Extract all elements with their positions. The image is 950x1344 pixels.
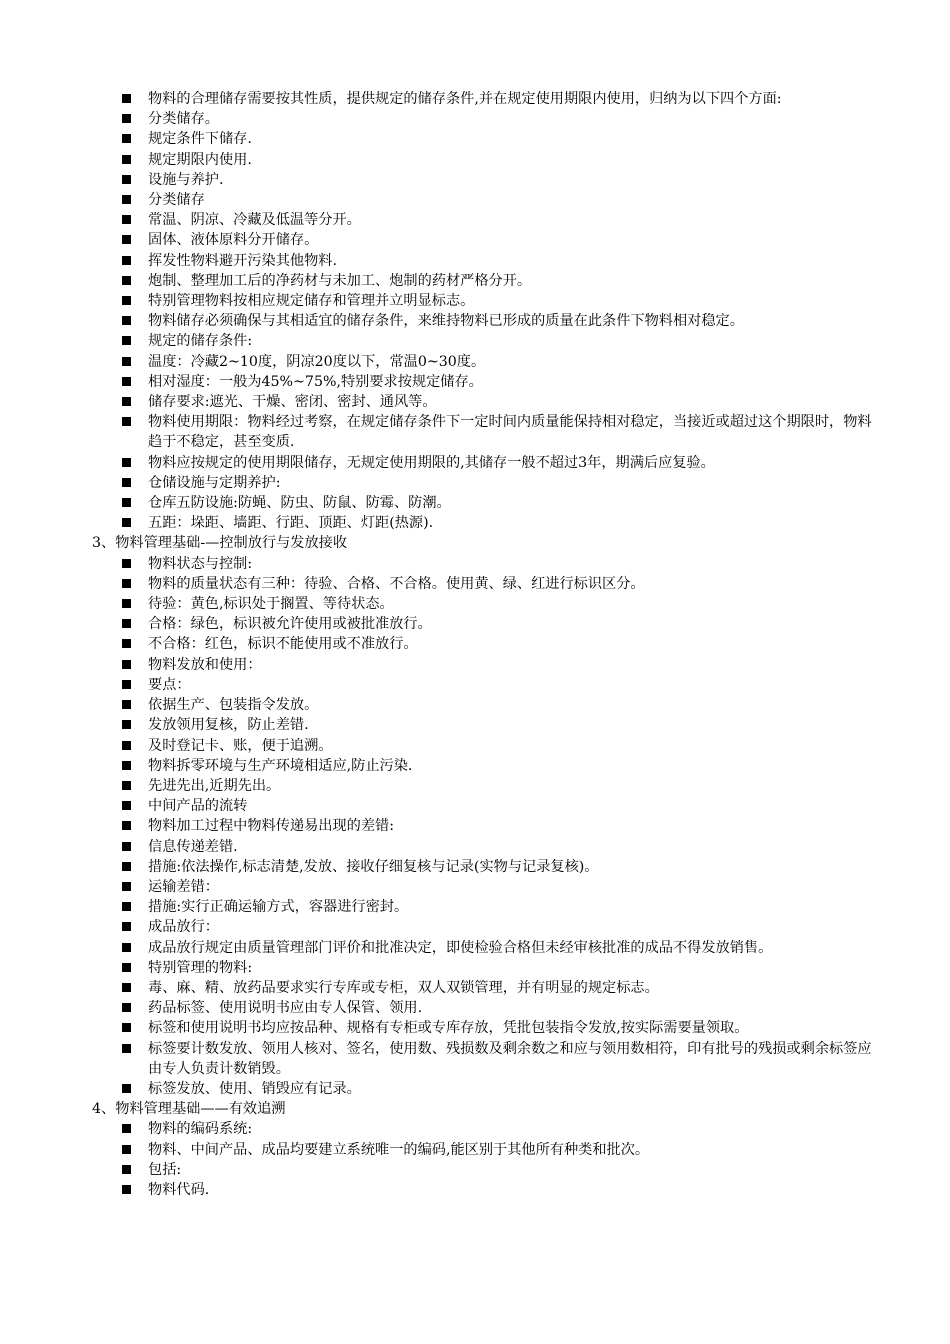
square-bullet-icon [122,821,131,830]
square-bullet-icon [122,175,131,184]
item-text: 要点： [148,676,191,693]
square-bullet-icon [122,943,131,952]
square-bullet-icon [122,94,131,103]
item-text: 五距：垛距、墙距、行距、顶距、灯距(热源). [148,515,434,532]
square-bullet-icon [122,1124,131,1133]
bullet-item [92,271,872,291]
item-text: 包括: [148,1161,182,1178]
bullet-item [92,1018,872,1038]
bullet-item [92,816,872,836]
bullet-item [92,392,872,412]
bullet-item [92,756,872,776]
bullet-item [92,291,872,311]
item-text: 分类储存。 [148,111,219,128]
square-bullet-icon [122,781,131,790]
bullet-item [92,372,872,392]
bullet-item [92,695,872,715]
square-bullet-icon [122,256,131,265]
item-text: 依据生产、包装指令发放。 [148,697,319,714]
bullet-item [92,513,872,533]
bullet-item [92,837,872,857]
square-bullet-icon [122,902,131,911]
item-text: 先进先出,近期先出。 [148,777,281,794]
item-text: 标签要计数发放、领用人核对、签名，使用数、残损数及剩余数之和应与领用数相符，印有批号的残损或剩余标签应由专人负责计数销毁。 [148,1040,872,1077]
item-text: 4、物料管理基础——有效追溯 [92,1101,286,1118]
item-text: 炮制、整理加工后的净药材与未加工、炮制的药材严格分开。 [148,272,532,289]
square-bullet-icon [122,215,131,224]
item-text: 物料储存必须确保与其相适宜的储存条件，来维持物料已形成的质量在此条件下物料相对稳定。 [148,313,744,330]
item-text: 标签发放、使用、销毁应有记录。 [148,1080,361,1097]
square-bullet-icon [122,1003,131,1012]
item-text: 物料使用期限：物料经过考察，在规定储存条件下一定时间内质量能保持相对稳定，当接近或超过这个期限时，物料趋于不稳定，甚至变质. [148,414,872,451]
bullet-item [92,917,872,937]
bullet-item [92,675,872,695]
item-text: 常温、阴凉、冷藏及低温等分开。 [148,212,361,229]
bullet-item [92,594,872,614]
item-text: 仓库五防设施:防蝇、防虫、防鼠、防霉、防潮。 [148,495,451,512]
item-text: 信息传递差错. [148,838,238,855]
square-bullet-icon [122,700,131,709]
square-bullet-icon [122,639,131,648]
square-bullet-icon [122,680,131,689]
item-text: 成品放行规定由质量管理部门评价和批准决定，即使检验合格但未经审核批准的成品不得发放销售。 [148,939,773,956]
bullet-item [92,331,872,351]
item-text: 规定期限内使用. [148,151,252,168]
item-text: 挥发性物料避开污染其他物料. [148,252,337,269]
item-text: 及时登记卡、账，便于追溯。 [148,737,333,754]
item-text: 物料的合理储存需要按其性质，提供规定的储存条件,并在规定使用期限内使用，归纳为以下四个方面: [148,91,782,107]
square-bullet-icon [122,357,131,366]
square-bullet-icon [122,296,131,305]
item-text: 规定条件下储存. [148,131,252,148]
square-bullet-icon [122,478,131,487]
square-bullet-icon [122,518,131,527]
square-bullet-icon [122,1044,131,1053]
bullet-item [92,857,872,877]
bullet-item [92,1180,872,1200]
bullet-item [92,453,872,473]
square-bullet-icon [122,1145,131,1154]
bullet-item [92,352,872,372]
item-text: 中间产品的流转 [148,798,248,815]
bullet-item [92,554,872,574]
square-bullet-icon [122,801,131,810]
bullet-item [92,473,872,493]
square-bullet-icon [122,1165,131,1174]
square-bullet-icon [122,1084,131,1093]
bullet-item [92,736,872,756]
item-text: 措施:实行正确运输方式，容器进行密封。 [148,899,409,916]
bullet-item [92,877,872,897]
square-bullet-icon [122,316,131,325]
section-heading [92,1099,872,1119]
square-bullet-icon [122,377,131,386]
item-text: 特别管理物料按相应规定储存和管理并立明显标志。 [148,293,475,310]
square-bullet-icon [122,134,131,143]
square-bullet-icon [122,761,131,770]
bullet-item [92,776,872,796]
bullet-item [92,210,872,230]
item-text: 物料代码. [148,1181,210,1198]
bullet-item [92,938,872,958]
item-text: 物料、中间产品、成品均要建立系统唯一的编码,能区别于其他所有种类和批次。 [148,1141,650,1158]
item-text: 毒、麻、精、放药品要求实行专库或专柜，双人双锁管理，并有明显的规定标志。 [148,979,659,996]
bullet-item [92,251,872,271]
square-bullet-icon [122,276,131,285]
bullet-item [92,190,872,210]
square-bullet-icon [122,195,131,204]
item-text: 物料拆零环境与生产环境相适应,防止污染. [148,757,413,774]
square-bullet-icon [122,599,131,608]
square-bullet-icon [122,741,131,750]
bullet-item [92,978,872,998]
item-text: 分类储存 [148,192,205,209]
square-bullet-icon [122,963,131,972]
square-bullet-icon [122,235,131,244]
bullet-item [92,1119,872,1139]
square-bullet-icon [122,882,131,891]
bullet-item [92,998,872,1018]
bullet-item [92,614,872,634]
item-text: 发放领用复核，防止差错. [148,717,309,734]
square-bullet-icon [122,397,131,406]
bullet-item [92,897,872,917]
item-text: 措施:依法操作,标志清楚,发放、接收仔细复核与记录(实物与记录复核)。 [148,858,599,875]
item-text: 物料应按规定的使用期限储存，无规定使用期限的,其储存一般不超过3年，期满后应复验。 [148,454,715,471]
item-text: 不合格：红色，标识不能使用或不准放行。 [148,636,418,653]
item-text: 规定的储存条件: [148,333,253,350]
square-bullet-icon [122,660,131,669]
bullet-item [92,1079,872,1099]
bullet-item [92,150,872,170]
item-text: 合格：绿色，标识被允许使用或被批准放行。 [148,616,432,633]
square-bullet-icon [122,417,131,426]
item-text: 物料的质量状态有三种：待验、合格、不合格。使用黄、绿、红进行标识区分。 [148,575,645,592]
bullet-item [92,634,872,654]
section-heading [92,533,872,553]
item-text: 物料的编码系统: [148,1121,253,1138]
item-text: 物料状态与控制: [148,555,253,572]
square-bullet-icon [122,619,131,628]
bullet-item [92,129,872,149]
bullet-item [92,230,872,250]
square-bullet-icon [122,114,131,123]
bullet-item [92,311,872,331]
item-text: 物料加工过程中物料传递易出现的差错: [148,818,394,835]
bullet-item [92,170,872,190]
bullet-item [92,493,872,513]
bullet-item [92,1160,872,1180]
square-bullet-icon [122,155,131,164]
item-text: 设施与养护. [148,171,224,188]
item-text: 标签和使用说明书均应按品种、规格有专柜或专库存放，凭批包装指令发放,按实际需要量领取。 [148,1020,749,1037]
bullet-item [92,1140,872,1160]
bullet-item [92,796,872,816]
bullet-item [92,89,872,109]
item-text: 相对湿度：一般为45%~75%,特别要求按规定储存。 [148,373,483,390]
square-bullet-icon [122,498,131,507]
item-text: 运输差错： [148,878,219,895]
square-bullet-icon [122,922,131,931]
square-bullet-icon [122,1185,131,1194]
item-text: 3、物料管理基础-—控制放行与发放接收 [92,535,348,552]
square-bullet-icon [122,336,131,345]
item-text: 成品放行： [148,919,219,936]
document-body [92,89,872,1200]
bullet-item [92,958,872,978]
item-text: 仓储设施与定期养护: [148,474,281,491]
bullet-item [92,109,872,129]
item-text: 温度：冷藏2~10度，阴凉20度以下，常温0~30度。 [148,353,486,370]
square-bullet-icon [122,983,131,992]
bullet-item [92,574,872,594]
item-text: 特别管理的物料: [148,959,253,976]
square-bullet-icon [122,862,131,871]
item-text: 待验：黄色,标识处于搁置、等待状态。 [148,596,394,613]
item-text: 固体、液体原料分开储存。 [148,232,319,249]
item-text: 储存要求:遮光、干燥、密闭、密封、通风等。 [148,394,437,411]
item-text: 物料发放和使用： [148,656,262,673]
square-bullet-icon [122,458,131,467]
square-bullet-icon [122,1023,131,1032]
bullet-item [92,715,872,735]
bullet-item [92,655,872,675]
bullet-item [92,412,872,452]
square-bullet-icon [122,842,131,851]
square-bullet-icon [122,720,131,729]
square-bullet-icon [122,579,131,588]
square-bullet-icon [122,559,131,568]
item-text: 药品标签、使用说明书应由专人保管、领用. [148,1000,423,1017]
bullet-item [92,1039,872,1079]
